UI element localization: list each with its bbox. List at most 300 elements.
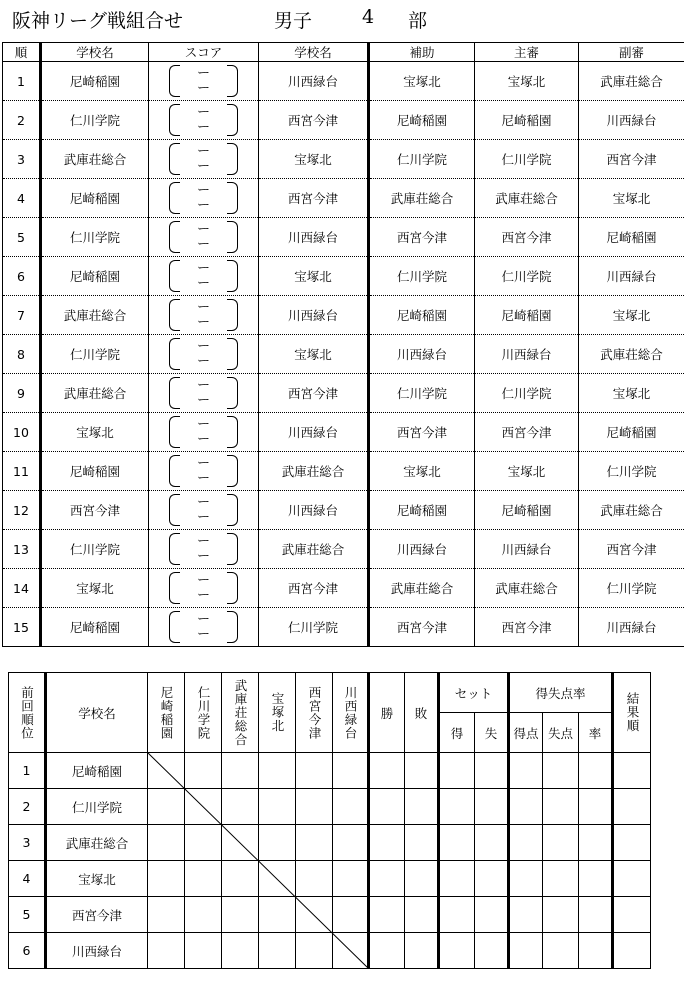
- result-cell: [543, 753, 579, 789]
- result-cell: [333, 861, 369, 897]
- points-for-header: 得点: [509, 713, 543, 753]
- assist: 尼崎稲園: [369, 296, 475, 335]
- result-cell: [543, 789, 579, 825]
- set-for-header: 得: [439, 713, 475, 753]
- referee: 仁川学院: [475, 257, 579, 296]
- result-cell: [543, 861, 579, 897]
- school-a: 武庫荘総合: [41, 296, 149, 335]
- schedule-row: [3, 491, 684, 530]
- result-cell: [509, 825, 543, 861]
- referee: 尼崎稲園: [475, 101, 579, 140]
- opp-header-0: 尼崎稲園: [148, 673, 185, 753]
- league-row: [9, 861, 651, 897]
- assist: 西宮今津: [369, 218, 475, 257]
- header-school-a: 学校名: [41, 43, 149, 62]
- left-bracket: [169, 338, 180, 370]
- score-cell: [149, 374, 259, 413]
- referee: 西宮今津: [475, 218, 579, 257]
- school-a: 仁川学院: [41, 335, 149, 374]
- sub-referee: 川西緑台: [579, 101, 684, 140]
- score-dash: ー ー: [196, 300, 211, 330]
- referee: 宝塚北: [475, 62, 579, 101]
- match-number: 14: [3, 569, 41, 608]
- result-cell: [148, 897, 185, 933]
- match-number: 5: [3, 218, 41, 257]
- result-cell: [259, 933, 296, 969]
- right-bracket: [227, 182, 238, 214]
- school-b: 西宮今津: [259, 569, 369, 608]
- result-cell: [509, 753, 543, 789]
- schedule-row: [3, 335, 684, 374]
- result-cell: [259, 789, 296, 825]
- result-cell: [475, 753, 509, 789]
- assist: 尼崎稲園: [369, 491, 475, 530]
- score-dash: ー ー: [196, 105, 211, 135]
- sub-referee: 武庫荘総合: [579, 335, 684, 374]
- schedule-header-row: [3, 43, 684, 62]
- result-cell: [296, 861, 333, 897]
- sub-referee: 宝塚北: [579, 374, 684, 413]
- school-a: 武庫荘総合: [41, 374, 149, 413]
- match-number: 12: [3, 491, 41, 530]
- school-name: 川西緑台: [46, 933, 148, 969]
- schedule-row: [3, 140, 684, 179]
- match-number: 13: [3, 530, 41, 569]
- school-b: 西宮今津: [259, 101, 369, 140]
- right-bracket: [227, 221, 238, 253]
- result-cell: [475, 789, 509, 825]
- schedule-table: [2, 42, 684, 647]
- sub-referee: 尼崎稲園: [579, 218, 684, 257]
- opp-header-5: 川西緑台: [333, 673, 369, 753]
- match-number: 6: [3, 257, 41, 296]
- result-cell: [579, 789, 613, 825]
- result-cell: [613, 825, 651, 861]
- left-bracket: [169, 572, 180, 604]
- result-cell: [296, 897, 333, 933]
- result-cell: [296, 753, 333, 789]
- result-cell: [185, 753, 222, 789]
- right-bracket: [227, 533, 238, 565]
- left-bracket: [169, 533, 180, 565]
- left-bracket: [169, 65, 180, 97]
- result-cell: [148, 861, 185, 897]
- result-cell: [222, 825, 259, 861]
- result-cell: [369, 753, 405, 789]
- left-bracket: [169, 377, 180, 409]
- assist: 川西緑台: [369, 335, 475, 374]
- result-cell: [579, 861, 613, 897]
- left-bracket: [169, 416, 180, 448]
- result-cell: [475, 825, 509, 861]
- school-b: 川西緑台: [259, 62, 369, 101]
- result-cell: [222, 861, 259, 897]
- right-bracket: [227, 377, 238, 409]
- match-number: 8: [3, 335, 41, 374]
- right-bracket: [227, 260, 238, 292]
- header-referee: 主審: [475, 43, 579, 62]
- result-cell: [475, 897, 509, 933]
- result-cell: [222, 933, 259, 969]
- result-cell: [333, 933, 369, 969]
- result-cell: [475, 933, 509, 969]
- referee: 武庫荘総合: [475, 569, 579, 608]
- match-number: 1: [3, 62, 41, 101]
- league-row: [9, 933, 651, 969]
- result-cell: [148, 789, 185, 825]
- score-dash: ー ー: [196, 495, 211, 525]
- loss-header: 敗: [405, 673, 439, 753]
- school-a: 宝塚北: [41, 413, 149, 452]
- result-cell: [579, 933, 613, 969]
- sub-referee: 尼崎稲園: [579, 413, 684, 452]
- result-cell: [543, 897, 579, 933]
- result-cell: [579, 897, 613, 933]
- win-header: 勝: [369, 673, 405, 753]
- result-cell: [369, 825, 405, 861]
- score-cell: [149, 296, 259, 335]
- score-dash: ー ー: [196, 222, 211, 252]
- right-bracket: [227, 416, 238, 448]
- result-cell: [613, 897, 651, 933]
- referee: 武庫荘総合: [475, 179, 579, 218]
- match-number: 3: [3, 140, 41, 179]
- assist: 西宮今津: [369, 608, 475, 647]
- school-name: 仁川学院: [46, 789, 148, 825]
- left-bracket: [169, 260, 180, 292]
- sub-referee: 川西緑台: [579, 257, 684, 296]
- result-cell: [439, 825, 475, 861]
- match-number: 15: [3, 608, 41, 647]
- assist: 仁川学院: [369, 257, 475, 296]
- result-cell: [369, 861, 405, 897]
- school-a: 尼崎稲園: [41, 257, 149, 296]
- match-number: 9: [3, 374, 41, 413]
- set-against-header: 失: [475, 713, 509, 753]
- result-cell: [613, 933, 651, 969]
- previous-rank: 6: [9, 933, 46, 969]
- sub-referee: 武庫荘総合: [579, 62, 684, 101]
- score-cell: [149, 335, 259, 374]
- sub-referee: 西宮今津: [579, 530, 684, 569]
- sub-referee: 宝塚北: [579, 179, 684, 218]
- score-dash: ー ー: [196, 534, 211, 564]
- match-number: 4: [3, 179, 41, 218]
- points-header: 得失点率: [509, 673, 613, 713]
- result-cell: [333, 897, 369, 933]
- assist: 尼崎稲園: [369, 101, 475, 140]
- schedule-row: [3, 101, 684, 140]
- result-cell: [333, 825, 369, 861]
- school-name: 尼崎稲園: [46, 753, 148, 789]
- assist: 武庫荘総合: [369, 179, 475, 218]
- schedule-row: [3, 62, 684, 101]
- result-cell: [185, 933, 222, 969]
- right-bracket: [227, 455, 238, 487]
- result-cell: [296, 789, 333, 825]
- score-dash: ー ー: [196, 378, 211, 408]
- league-header-row-1: [9, 673, 651, 713]
- school-b: 川西緑台: [259, 413, 369, 452]
- right-bracket: [227, 143, 238, 175]
- referee: 西宮今津: [475, 413, 579, 452]
- opp-header-4: 西宮今津: [296, 673, 333, 753]
- schedule-row: [3, 530, 684, 569]
- school-b: 武庫荘総合: [259, 452, 369, 491]
- school-b: 西宮今津: [259, 374, 369, 413]
- referee: 仁川学院: [475, 140, 579, 179]
- school-b: 宝塚北: [259, 140, 369, 179]
- score-cell: [149, 179, 259, 218]
- assist: 宝塚北: [369, 452, 475, 491]
- header-score: スコア: [149, 43, 259, 62]
- left-bracket: [169, 455, 180, 487]
- header-assist: 補助: [369, 43, 475, 62]
- school-a: 西宮今津: [41, 491, 149, 530]
- assist: 仁川学院: [369, 140, 475, 179]
- school-a: 仁川学院: [41, 218, 149, 257]
- ratio-header: 率: [579, 713, 613, 753]
- school-a: 宝塚北: [41, 569, 149, 608]
- result-cell: [439, 933, 475, 969]
- left-bracket: [169, 104, 180, 136]
- school-b: 西宮今津: [259, 179, 369, 218]
- score-cell: [149, 101, 259, 140]
- left-bracket: [169, 494, 180, 526]
- result-cell: [405, 933, 439, 969]
- result-cell: [439, 861, 475, 897]
- league-row: [9, 825, 651, 861]
- schedule-row: [3, 452, 684, 491]
- result-cell: [333, 789, 369, 825]
- score-dash: ー ー: [196, 573, 211, 603]
- result-cell: [613, 789, 651, 825]
- school-b: 仁川学院: [259, 608, 369, 647]
- result-header: 結果順: [613, 673, 651, 753]
- schedule-row: [3, 374, 684, 413]
- points-against-header: 失点: [543, 713, 579, 753]
- score-dash: ー ー: [196, 339, 211, 369]
- score-cell: [149, 218, 259, 257]
- match-number: 7: [3, 296, 41, 335]
- result-cell: [509, 897, 543, 933]
- result-cell: [259, 825, 296, 861]
- assist: 西宮今津: [369, 413, 475, 452]
- school-b: 川西緑台: [259, 218, 369, 257]
- result-cell: [148, 753, 185, 789]
- result-cell: [405, 861, 439, 897]
- score-dash: ー ー: [196, 612, 211, 642]
- left-bracket: [169, 143, 180, 175]
- score-dash: ー ー: [196, 261, 211, 291]
- header-sub-referee: 副審: [579, 43, 684, 62]
- school-name: 武庫荘総合: [46, 825, 148, 861]
- referee: 川西緑台: [475, 335, 579, 374]
- score-cell: [149, 413, 259, 452]
- left-bracket: [169, 611, 180, 643]
- header-school-b: 学校名: [259, 43, 369, 62]
- opp-header-2: 武庫荘総合: [222, 673, 259, 753]
- result-cell: [185, 897, 222, 933]
- previous-rank: 2: [9, 789, 46, 825]
- match-number: 10: [3, 413, 41, 452]
- school-name: 宝塚北: [46, 861, 148, 897]
- title-number: 4: [362, 6, 375, 28]
- score-cell: [149, 608, 259, 647]
- opp-header-1: 仁川学院: [185, 673, 222, 753]
- score-cell: [149, 530, 259, 569]
- score-cell: [149, 452, 259, 491]
- result-cell: [579, 753, 613, 789]
- school-a: 武庫荘総合: [41, 140, 149, 179]
- result-cell: [148, 933, 185, 969]
- schedule-row: [3, 608, 684, 647]
- score-cell: [149, 569, 259, 608]
- title-suffix: 部: [408, 10, 428, 32]
- result-cell: [222, 789, 259, 825]
- schedule-row: [3, 413, 684, 452]
- schedule-row: [3, 179, 684, 218]
- result-cell: [259, 753, 296, 789]
- right-bracket: [227, 611, 238, 643]
- result-cell: [439, 789, 475, 825]
- school-b: 武庫荘総合: [259, 530, 369, 569]
- result-cell: [333, 753, 369, 789]
- page-title: [12, 6, 672, 34]
- right-bracket: [227, 104, 238, 136]
- result-cell: [369, 789, 405, 825]
- right-bracket: [227, 338, 238, 370]
- result-cell: [509, 933, 543, 969]
- league-row: [9, 897, 651, 933]
- match-number: 11: [3, 452, 41, 491]
- right-bracket: [227, 572, 238, 604]
- result-cell: [439, 897, 475, 933]
- score-dash: ー ー: [196, 144, 211, 174]
- schedule-row: [3, 218, 684, 257]
- school-name: 西宮今津: [46, 897, 148, 933]
- sub-referee: 西宮今津: [579, 140, 684, 179]
- score-dash: ー ー: [196, 66, 211, 96]
- referee: 川西緑台: [475, 530, 579, 569]
- right-bracket: [227, 299, 238, 331]
- result-cell: [369, 897, 405, 933]
- title-gender: 男子: [274, 10, 313, 32]
- schedule-row: [3, 569, 684, 608]
- result-cell: [222, 753, 259, 789]
- result-cell: [613, 753, 651, 789]
- result-cell: [405, 897, 439, 933]
- set-header: セット: [439, 673, 509, 713]
- left-bracket: [169, 182, 180, 214]
- schedule-row: [3, 257, 684, 296]
- school-b: 川西緑台: [259, 491, 369, 530]
- left-bracket: [169, 221, 180, 253]
- result-cell: [148, 825, 185, 861]
- title-prefix: 阪神リーグ戦組合せ: [12, 10, 184, 32]
- result-cell: [296, 825, 333, 861]
- result-cell: [439, 753, 475, 789]
- school-a: 仁川学院: [41, 530, 149, 569]
- school-a: 尼崎稲園: [41, 452, 149, 491]
- sub-referee: 仁川学院: [579, 452, 684, 491]
- sub-referee: 宝塚北: [579, 296, 684, 335]
- result-cell: [405, 753, 439, 789]
- previous-rank: 4: [9, 861, 46, 897]
- result-cell: [185, 789, 222, 825]
- assist: 武庫荘総合: [369, 569, 475, 608]
- referee: 尼崎稲園: [475, 491, 579, 530]
- result-cell: [509, 861, 543, 897]
- match-number: 2: [3, 101, 41, 140]
- referee: 宝塚北: [475, 452, 579, 491]
- result-cell: [613, 861, 651, 897]
- left-bracket: [169, 299, 180, 331]
- rank-header: 前回順位: [9, 673, 46, 753]
- assist: 仁川学院: [369, 374, 475, 413]
- school-a: 尼崎稲園: [41, 608, 149, 647]
- assist: 宝塚北: [369, 62, 475, 101]
- score-cell: [149, 140, 259, 179]
- school-header: 学校名: [46, 673, 148, 753]
- score-dash: ー ー: [196, 456, 211, 486]
- result-cell: [405, 825, 439, 861]
- result-cell: [369, 933, 405, 969]
- school-a: 尼崎稲園: [41, 179, 149, 218]
- school-b: 川西緑台: [259, 296, 369, 335]
- score-dash: ー ー: [196, 417, 211, 447]
- result-cell: [185, 861, 222, 897]
- right-bracket: [227, 65, 238, 97]
- result-cell: [185, 825, 222, 861]
- result-cell: [475, 861, 509, 897]
- previous-rank: 1: [9, 753, 46, 789]
- schedule-row: [3, 296, 684, 335]
- assist: 川西緑台: [369, 530, 475, 569]
- league-row: [9, 753, 651, 789]
- school-b: 宝塚北: [259, 335, 369, 374]
- school-a: 仁川学院: [41, 101, 149, 140]
- score-cell: [149, 62, 259, 101]
- result-cell: [543, 825, 579, 861]
- referee: 西宮今津: [475, 608, 579, 647]
- result-cell: [579, 825, 613, 861]
- school-a: 尼崎稲園: [41, 62, 149, 101]
- school-b: 宝塚北: [259, 257, 369, 296]
- league-row: [9, 789, 651, 825]
- result-cell: [509, 789, 543, 825]
- sub-referee: 武庫荘総合: [579, 491, 684, 530]
- score-cell: [149, 491, 259, 530]
- result-cell: [405, 789, 439, 825]
- sub-referee: 川西緑台: [579, 608, 684, 647]
- previous-rank: 5: [9, 897, 46, 933]
- sub-referee: 仁川学院: [579, 569, 684, 608]
- league-table: [8, 672, 651, 969]
- result-cell: [296, 933, 333, 969]
- referee: 仁川学院: [475, 374, 579, 413]
- opp-header-3: 宝塚北: [259, 673, 296, 753]
- result-cell: [259, 897, 296, 933]
- header-order: 順: [3, 43, 41, 62]
- score-cell: [149, 257, 259, 296]
- score-dash: ー ー: [196, 183, 211, 213]
- result-cell: [222, 897, 259, 933]
- result-cell: [259, 861, 296, 897]
- right-bracket: [227, 494, 238, 526]
- result-cell: [543, 933, 579, 969]
- previous-rank: 3: [9, 825, 46, 861]
